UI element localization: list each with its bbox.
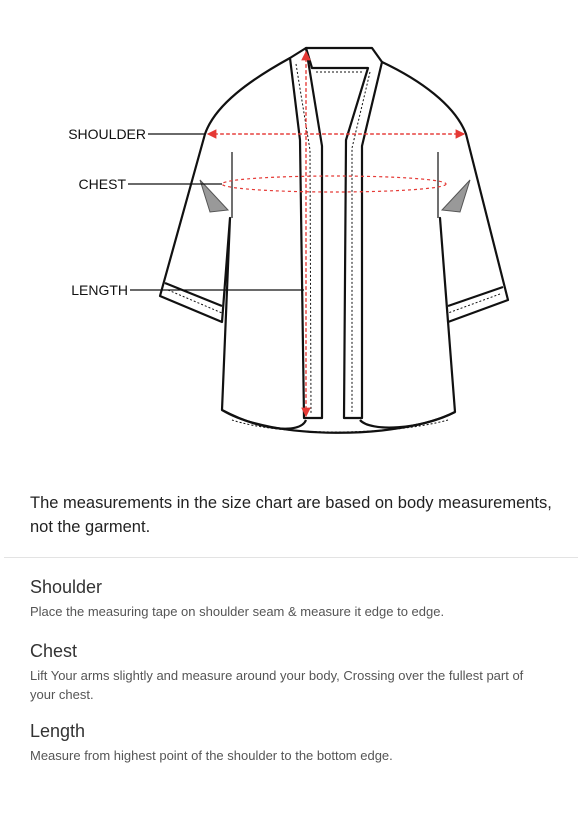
section-length [30, 720, 530, 765]
fold-lines [232, 152, 438, 218]
chest-measure-line [222, 176, 446, 192]
stitching [168, 64, 500, 432]
divider [4, 557, 578, 558]
section-title: Length [30, 721, 86, 741]
section-text: Lift Your arms slightly and measure around your body, Crossing over the fullest part of your chest. [30, 668, 524, 702]
section-title: Chest [30, 641, 78, 661]
label-shoulder: SHOULDER [68, 126, 146, 142]
label-length: LENGTH [71, 282, 128, 298]
label-chest: CHEST [78, 176, 126, 192]
section-title: Shoulder [30, 577, 103, 597]
underarm-folds [200, 180, 470, 212]
section-text: Measure from highest point of the shoulder to the bottom edge. [30, 748, 393, 763]
section-shoulder [30, 576, 530, 621]
section-text: Place the measuring tape on shoulder seam & measure it edge to edge. [30, 604, 445, 619]
measure-lines [208, 52, 464, 416]
leader-lines [128, 134, 304, 290]
measurement-note: The measurements in the size chart are based on body measurements, not the garment. [30, 494, 552, 536]
jacket-outline [160, 48, 508, 433]
section-chest [30, 640, 530, 704]
